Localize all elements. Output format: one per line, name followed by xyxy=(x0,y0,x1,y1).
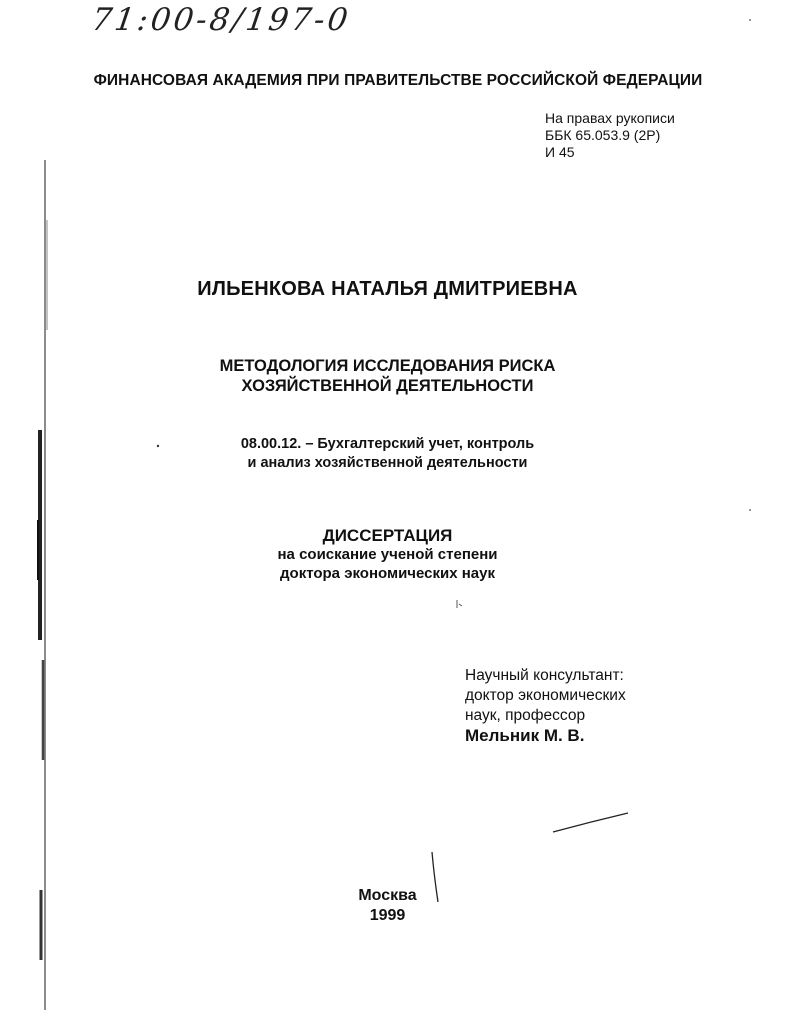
bbk-code: ББК 65.053.9 (2Р) xyxy=(545,127,661,143)
specialty xyxy=(0,435,775,473)
dissertation-title xyxy=(0,356,775,396)
rights-block xyxy=(545,110,675,161)
year: 1999 xyxy=(369,907,406,924)
archive-number: 71:00-8/197-0 xyxy=(89,2,353,38)
city: Москва xyxy=(358,887,417,904)
degree-line: на соискание ученой степени xyxy=(277,546,498,563)
dissertation-heading: ДИССЕРТАЦИЯ xyxy=(322,526,453,545)
place-year xyxy=(0,886,775,926)
specialty-line: и анализ хозяйственной деятельности xyxy=(247,455,528,471)
consultant-label: Научный консультант: xyxy=(465,667,624,684)
rights-line: На правах рукописи xyxy=(545,110,675,126)
degree-block xyxy=(0,526,775,583)
signature-stroke xyxy=(553,813,628,832)
degree-line: доктора экономических наук xyxy=(280,565,495,582)
consultant-block xyxy=(465,666,626,746)
institution-name: ФИНАНСОВАЯ АКАДЕМИЯ ПРИ ПРАВИТЕЛЬСТВЕ РОССИЙСКОЙ ФЕДЕРАЦИИ xyxy=(93,72,703,89)
author-mark: И 45 xyxy=(545,144,575,160)
title-line: ХОЗЯЙСТВЕННОЙ ДЕЯТЕЛЬНОСТИ xyxy=(241,377,534,395)
consultant-degree: наук, профессор xyxy=(465,707,586,724)
author-name: ИЛЬЕНКОВА НАТАЛЬЯ ДМИТРИЕВНА xyxy=(197,278,578,300)
consultant-name: Мельник М. В. xyxy=(465,726,585,745)
consultant-degree: доктор экономических xyxy=(465,687,626,704)
title-line: МЕТОДОЛОГИЯ ИССЛЕДОВАНИЯ РИСКА xyxy=(219,357,556,375)
specialty-line: 08.00.12. – Бухгалтерский учет, контроль xyxy=(240,436,535,452)
